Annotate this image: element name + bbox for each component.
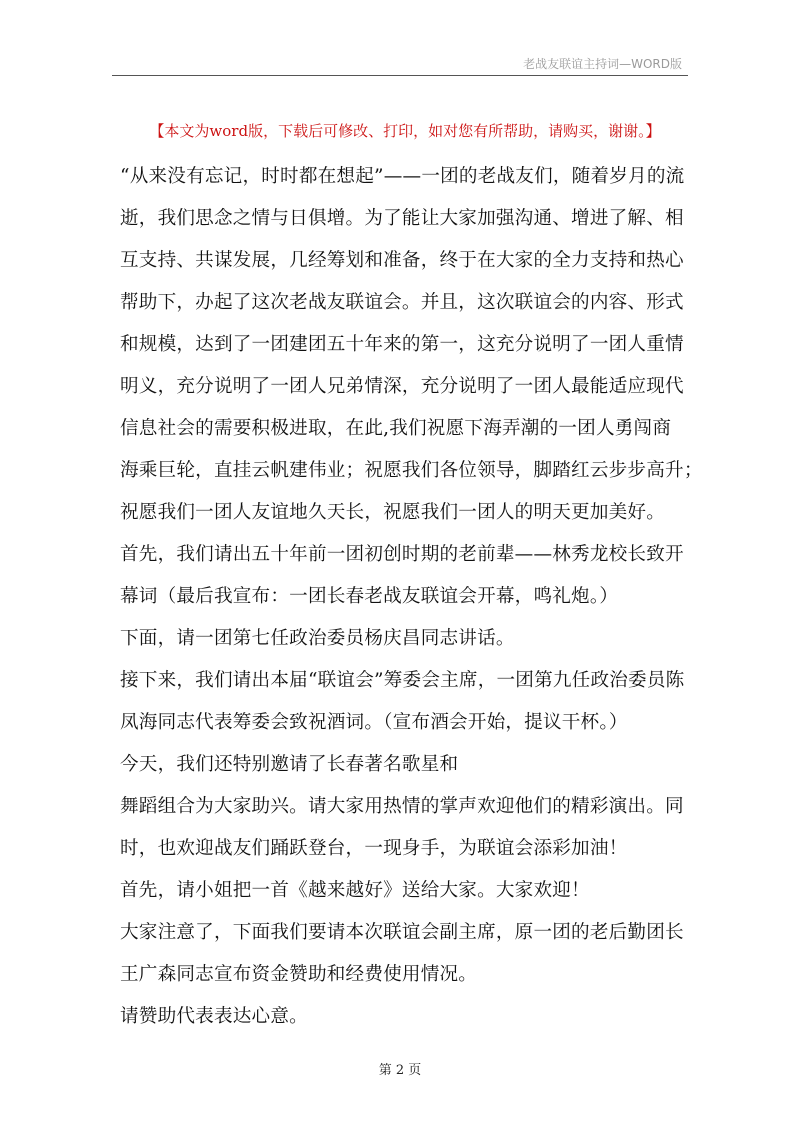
body-line: 逝，我们思念之情与日俱增。为了能让大家加强沟通、增进了解、相 — [120, 208, 684, 229]
document-body — [120, 156, 703, 1038]
body-line: 海乘巨轮，直挂云帆建伟业；祝愿我们各位领导，脚踏红云步步高升； — [120, 460, 703, 481]
body-line: 帮助下，办起了这次老战友联谊会。并且，这次联谊会的内容、形式 — [120, 292, 684, 313]
body-line: 凤海同志代表筹委会致祝酒词。（宣布酒会开始，提议干杯。） — [120, 712, 628, 733]
body-line: 下面，请一团第七任政治委员杨庆昌同志讲话。 — [120, 628, 515, 649]
body-line: 接下来，我们请出本届“联谊会”筹委会主席，一团第九任政治委员陈 — [120, 670, 685, 691]
body-line: 和规模，达到了一团建团五十年来的第一，这充分说明了一团人重情 — [120, 334, 684, 355]
document-header-title: 老战友联谊主持词—WORD版 — [523, 57, 682, 71]
body-line: 祝愿我们一团人友谊地久天长，祝愿我们一团人的明天更加美好。 — [120, 502, 666, 523]
body-line: 请赞助代表表达心意。 — [120, 1006, 308, 1027]
body-line: 首先，请小姐把一首《越来越好》送给大家。大家欢迎！ — [120, 880, 590, 901]
body-line: 幕词（最后我宣布：一团长春老战友联谊会开幕，鸣礼炮。） — [120, 586, 619, 607]
body-line: 首先，我们请出五十年前一团初创时期的老前辈——林秀龙校长致开 — [120, 544, 684, 565]
download-notice: 【本文为word版，下载后可修改、打印，如对您有所帮助，请购买，谢谢。】 — [149, 122, 661, 140]
body-line: “从来没有忘记，时时都在想起”——一团的老战友们，随着岁月的流 — [120, 166, 685, 187]
body-line: 时，也欢迎战友们踊跃登台，一现身手，为联谊会添彩加油！ — [120, 838, 628, 859]
page-number: 第 2 页 — [378, 1063, 422, 1078]
body-line: 信息社会的需要积极进取，在此,我们祝愿下海弄潮的一团人勇闯商 — [120, 418, 672, 439]
body-line: 舞蹈组合为大家助兴。请大家用热情的掌声欢迎他们的精彩演出。同 — [120, 796, 684, 817]
body-line: 明义，充分说明了一团人兄弟情深，充分说明了一团人最能适应现代 — [120, 376, 684, 397]
body-line: 大家注意了，下面我们要请本次联谊会副主席，原一团的老后勤团长 — [120, 922, 684, 943]
header-divider — [112, 75, 688, 76]
body-line: 今天，我们还特别邀请了长春著名歌星和 — [120, 754, 459, 775]
body-line: 王广森同志宣布资金赞助和经费使用情况。 — [120, 964, 478, 985]
body-line: 互支持、共谋发展，几经筹划和准备，终于在大家的全力支持和热心 — [120, 250, 684, 271]
